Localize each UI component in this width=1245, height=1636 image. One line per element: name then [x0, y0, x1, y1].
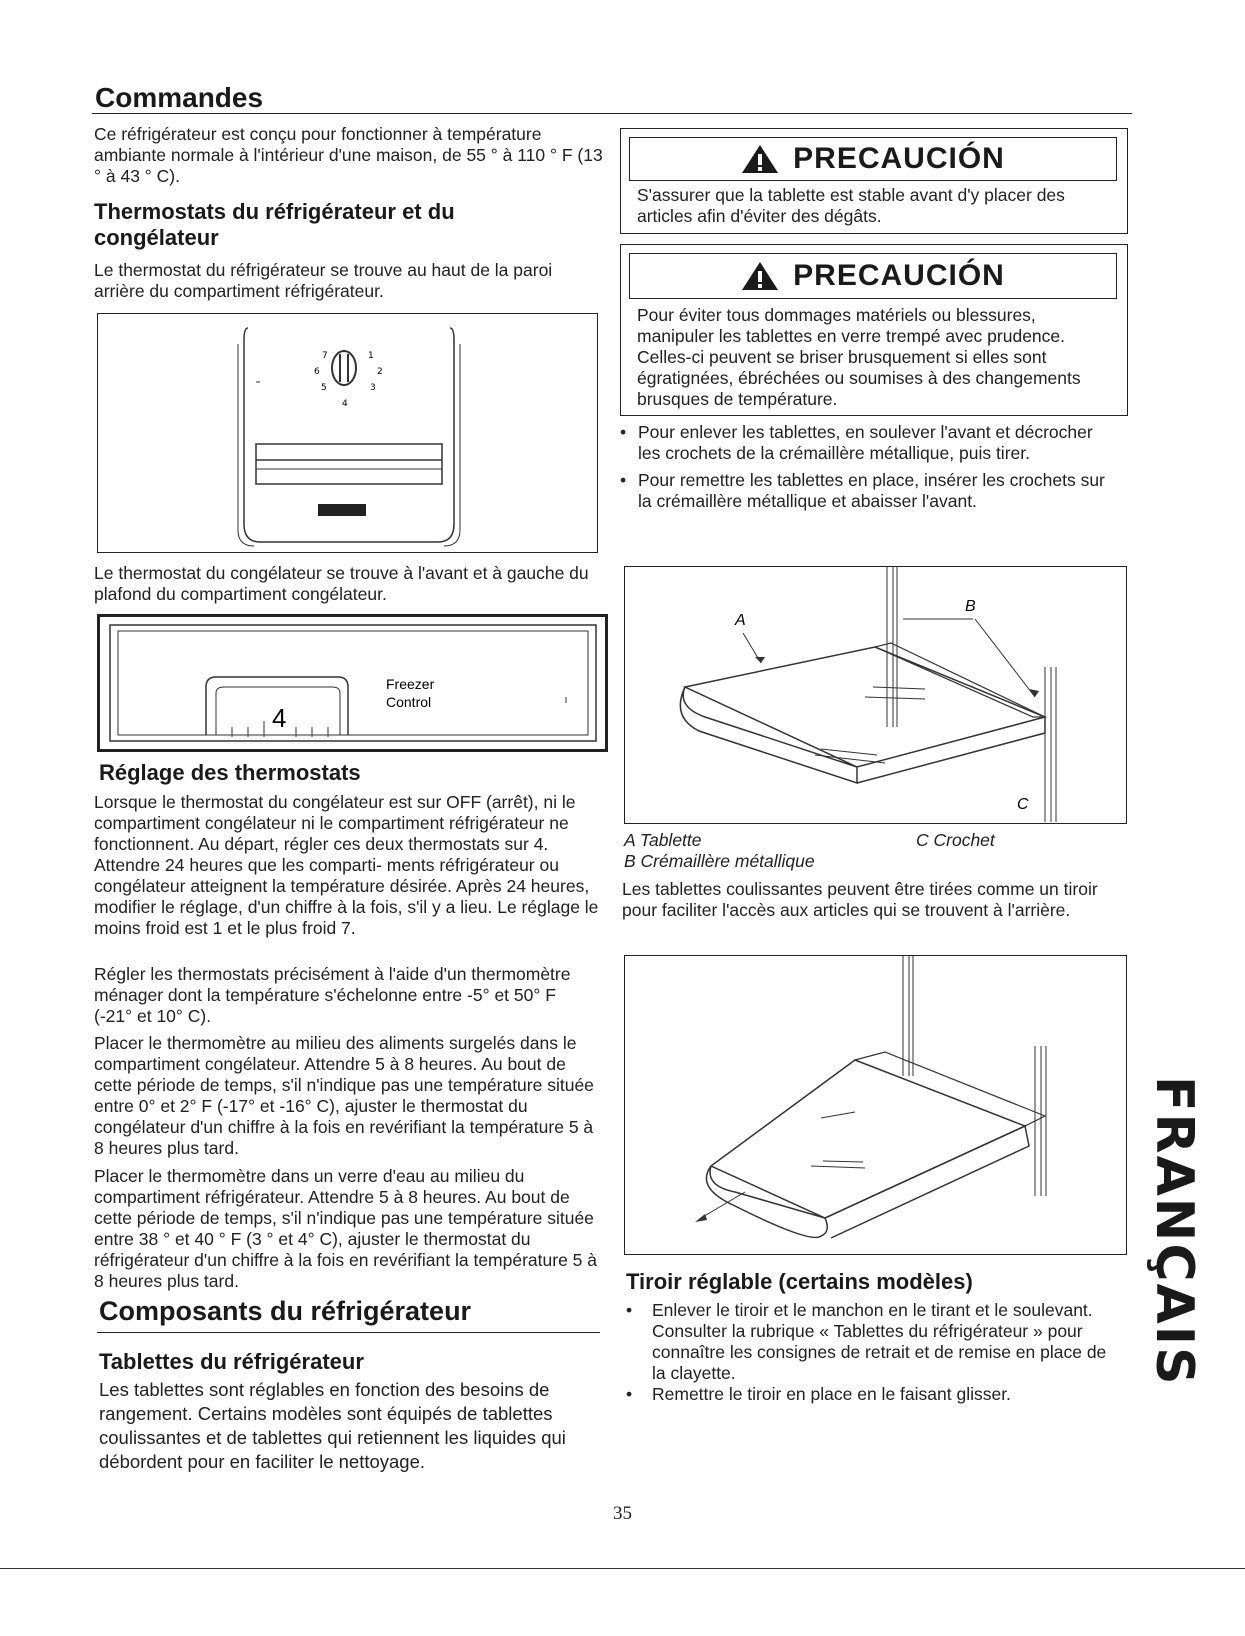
shelf-figure-2	[624, 955, 1127, 1255]
sliding-shelves-text: Les tablettes coulissantes peuvent être tirées comme un tiroir pour faciliter l'accès aux articles qui se trouvent à l'arrière.	[622, 879, 1098, 920]
section-title-reglage: Réglage des thermostats	[99, 760, 361, 785]
caution-text-2: Pour éviter tous dommages matériels ou blessures, manipuler les tablettes en verre trempé avec prudence. Celles-ci peuvent se briser brusquement si elles sont égratignées, ébréchées ou soumises à des changements brusques de température.	[637, 305, 1081, 409]
page-number: 35	[613, 1503, 632, 1524]
freezer-dial-value: 4	[272, 703, 287, 733]
fridge-thermostat-illustration	[98, 314, 596, 551]
list-item: • Pour enlever les tablettes, en soulever l'avant et décrocher les crochets de la crémaillère métallique, puis tirer.	[620, 422, 1110, 464]
warning-triangle-icon	[741, 144, 779, 174]
dial-number: 1	[368, 351, 374, 361]
legend-c: C Crochet	[916, 830, 995, 850]
dial-number: 3	[370, 383, 376, 393]
shelf-illustration-2	[625, 956, 1125, 1253]
shelf-figure-1	[624, 566, 1127, 824]
caution-header-2	[629, 253, 1117, 299]
caution-title-2: PRECAUCIÓN	[793, 259, 1005, 292]
caution-title-1: PRECAUCIÓN	[793, 142, 1005, 175]
caution-header-1	[629, 137, 1117, 181]
reglage-paragraph-4: Placer le thermomètre dans un verre d'eau au milieu du compartiment réfrigérateur. Attendre 5 à 8 heures. Au bout de cette période de temps, s'il n'indique pas une température située entre 38 ° et 40 ° F (3 ° et 4° C), ajuster le thermostat du réfrigérateur d'un chiffre à la fois en revérifiant la température 5 à 8 heures plus tard.	[94, 1166, 598, 1291]
dial-number: 7	[322, 351, 328, 361]
footer-rule	[0, 1568, 1245, 1569]
legend-b: B Crémaillère métallique	[624, 851, 815, 871]
section-title-composants: Composants du réfrigérateur	[99, 1296, 472, 1326]
shelf-bullets	[620, 422, 1110, 512]
reglage-paragraph-2: Régler les thermostats précisément à l'aide d'un thermomètre ménager dont la température s'échelonne entre -5° et 50° F (-21° et 10° C).	[94, 964, 571, 1026]
shelf-illustration-1	[625, 567, 1125, 822]
caution-text-1: S'assurer que la tablette est stable avant d'y placer des articles afin d'éviter des dégâts.	[637, 185, 1065, 226]
language-side-tab-label: FRANÇAIS	[1144, 1076, 1204, 1387]
dial-number: 4	[342, 399, 348, 409]
tablettes-text: Les tablettes sont réglables en fonction des besoins de rangement. Certains modèles sont équipés de tablettes coulissantes et de tablettes qui retiennent les liquides qui débordent pour en faciliter le nettoyage.	[99, 1379, 566, 1472]
figure-label-a: A	[735, 612, 746, 629]
language-side-tab	[1144, 1076, 1204, 1636]
list-item: • Enlever le tiroir et le manchon en le tirant et le soulevant. Consulter la rubrique « Tablettes du réfrigérateur » pour connaître les consignes de retrait et de remise en place de la clayette.	[626, 1300, 1116, 1384]
dial-number: 6	[314, 367, 320, 377]
dial-number: 2	[377, 367, 383, 377]
reglage-paragraph-1: Lorsque le thermostat du congélateur est sur OFF (arrêt), ni le compartiment congélateur ni le compartiment réfrigérateur ne fonctionnent. Au départ, régler ces deux thermostats sur 4. Attendre 24 heures que les comparti- ments réfrigérateur ou congélateur atteignent la température désirée. Après 24 heures, modifier le réglage, d'un chiffre à la fois, s'il y a lieu. Le réglage le moins froid est 1 et le plus froid 7.	[94, 792, 599, 938]
freezer-control-illustration	[100, 617, 605, 749]
freezer-control-figure	[97, 614, 608, 752]
warning-triangle-icon	[741, 261, 779, 291]
section-title-tablettes: Tablettes du réfrigérateur	[99, 1349, 364, 1374]
composants-rule	[97, 1332, 600, 1333]
list-item: • Pour remettre les tablettes en place, insérer les crochets sur la crémaillère métallique et abaisser l'avant.	[620, 470, 1110, 512]
thermostat-freezer-text: Le thermostat du congélateur se trouve à l'avant et à gauche du plafond du compartiment congélateur.	[94, 563, 589, 604]
thermostat-fridge-text: Le thermostat du réfrigérateur se trouve au haut de la paroi arrière du compartiment réfrigérateur.	[94, 260, 553, 301]
freezer-control-label-line1: Freezer	[386, 676, 435, 692]
list-item: • Remettre le tiroir en place en le faisant glisser.	[626, 1384, 1116, 1405]
figure-label-c: C	[1017, 796, 1029, 813]
section-title-commandes: Commandes	[95, 82, 264, 113]
fridge-thermostat-figure	[97, 313, 598, 553]
tiroir-bullets	[626, 1300, 1116, 1405]
commandes-intro: Ce réfrigérateur est conçu pour fonctionner à température ambiante normale à l'intérieur d'une maison, de 55 ° à 110 ° F (13 ° à 43 ° C).	[94, 124, 603, 186]
legend-a: A Tablette	[624, 830, 702, 850]
caution-box-2	[620, 244, 1128, 416]
section-title-tiroir: Tiroir réglable (certains modèles)	[626, 1269, 973, 1294]
caution-box-1	[620, 128, 1128, 234]
freezer-control-label-line2: Control	[386, 694, 432, 710]
section-title-thermostats: Thermostats du réfrigérateur et du congélateur	[94, 199, 455, 250]
figure-label-b: B	[965, 598, 976, 615]
dial-number: 5	[321, 383, 327, 393]
reglage-paragraph-3: Placer le thermomètre au milieu des aliments surgelés dans le compartiment congélateur. Attendre 5 à 8 heures. Au bout de cette période de temps, s'il n'indique pas une température située entre 0° et 2° F (-17° et -16° C), ajuster le thermostat du congélateur d'un chiffre à la fois en revérifiant la température 5 à 8 heures plus tard.	[94, 1033, 594, 1158]
